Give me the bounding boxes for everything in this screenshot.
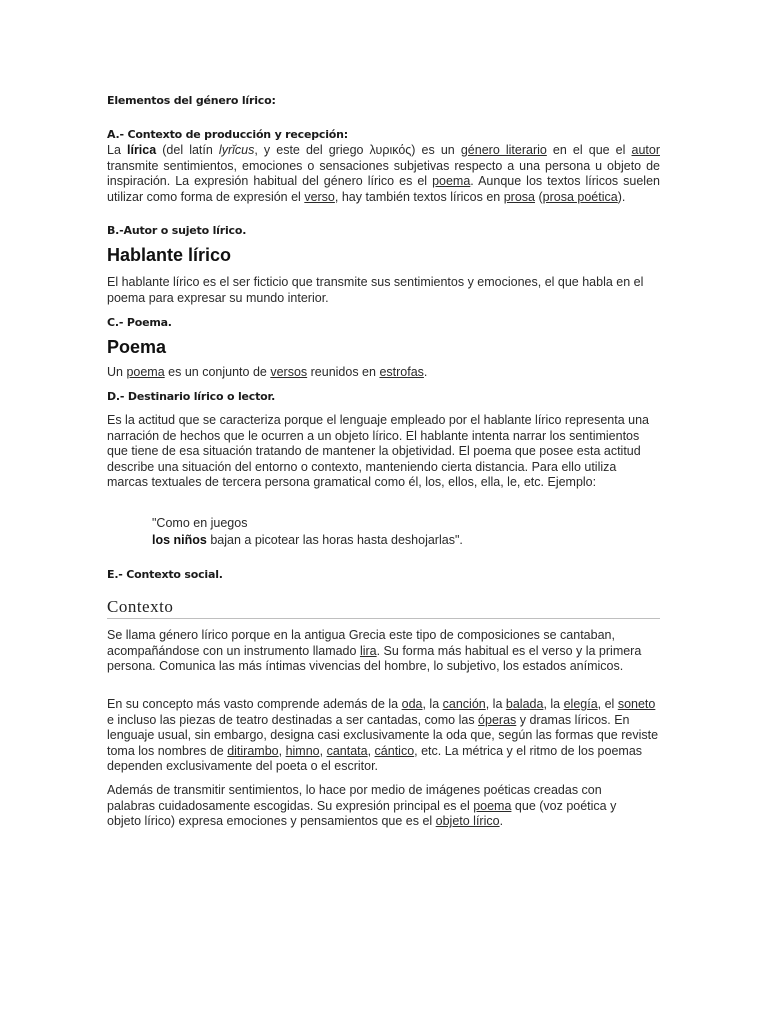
document-title: Elementos del género lírico: xyxy=(107,94,276,107)
link-cantico[interactable]: cántico xyxy=(374,743,415,758)
contexto-title: Contexto xyxy=(107,597,660,619)
section-d-heading: D.- Destinario lírico o lector. xyxy=(107,390,276,403)
section-b-heading: B.-Autor o sujeto lírico. xyxy=(107,224,247,237)
link-verso[interactable]: verso xyxy=(304,189,335,204)
link-cantata[interactable]: cantata xyxy=(326,743,368,758)
bold-term: lírica xyxy=(127,143,157,157)
link-genero-literario[interactable]: género literario xyxy=(460,143,547,157)
link-soneto[interactable]: soneto xyxy=(617,697,656,711)
link-elegia[interactable]: elegía xyxy=(563,697,598,711)
hablante-lirico-title: Hablante lírico xyxy=(107,245,232,265)
quote-line-2: los niños bajan a picotear las horas hasta deshojarlas". xyxy=(152,532,463,547)
section-b-paragraph: El hablante lírico es el ser ficticio que transmite sus sentimientos y emociones, el que habla en el poema para expresar su mundo interior. xyxy=(107,275,644,305)
link-versos[interactable]: versos xyxy=(270,365,308,379)
section-e-paragraph-1: Se llama género lírico porque en la antigua Grecia este tipo de composiciones se cantaban, acompañándose con un instrumento llamado lira. Su forma más habitual es el verso y la primera persona. Comunica las más íntimas vivencias del hombre, lo subjetivo, los estados anímicos. xyxy=(107,628,642,673)
poem-quote xyxy=(152,516,463,548)
link-poema[interactable]: poema xyxy=(473,798,512,813)
link-himno[interactable]: himno xyxy=(285,743,320,758)
link-operas[interactable]: óperas xyxy=(478,712,517,727)
link-cancion[interactable]: canción xyxy=(442,697,486,711)
link-estrofas[interactable]: estrofas xyxy=(379,365,424,379)
section-c-paragraph: Un poema es un conjunto de versos reunidos en estrofas. xyxy=(107,365,428,379)
quote-bold: los niños xyxy=(152,532,207,547)
section-e-paragraph-3: Además de transmitir sentimientos, lo hace por medio de imágenes poéticas creadas con palabras cuidadosamente escogidas. Su expresión principal es el poema que (voz poética y objeto lírico) expresa emociones y pensamientos que es el objeto lírico. xyxy=(107,783,617,828)
section-d-paragraph: Es la actitud que se caracteriza porque el lenguaje empleado por el hablante lírico representa una narración de hechos que le ocurren a un objeto lírico. El hablante intenta narrar los sentimientos que tiene de esa situación tratando de mantener la objetividad. El poema que posee esta actitud describe una situación del entorno o contexto, manteniendo cierta distancia. Para ello utiliza marcas textuales de tercera persona gramatical como él, los, ellos, ella, le, etc. Ejemplo: xyxy=(107,413,650,489)
link-balada[interactable]: balada xyxy=(505,697,544,711)
link-ditirambo[interactable]: ditirambo xyxy=(227,743,279,758)
link-poema[interactable]: poema xyxy=(432,174,471,188)
section-a-paragraph: La lírica (del latín lyrĭcus, y este del griego λυρικός) es un género literario en el que el autor transmite sentimientos, emociones o sensaciones subjetivas respecto a una persona u objeto de inspiración. La expresión habitual del género lírico es el poema. Aunque los textos líricos suelen utilizar como forma de expresión el verso, hay también textos líricos en prosa (prosa poética). xyxy=(107,143,660,204)
link-autor[interactable]: autor xyxy=(631,143,660,157)
link-poema[interactable]: poema xyxy=(126,365,165,379)
section-c-heading: C.- Poema. xyxy=(107,316,172,329)
link-lira[interactable]: lira xyxy=(359,643,377,658)
link-prosa[interactable]: prosa xyxy=(503,189,536,204)
section-e-paragraph-2: En su concepto más vasto comprende además de la oda, la canción, la balada, la elegía, el soneto e incluso las piezas de teatro destinadas a ser cantadas, como las óperas y dramas líricos. En lenguaje usual, sin embargo, designa casi exclusivamente la oda que, según las formas que reviste toma los nombres de ditirambo, himno, cantata, cántico, etc. La métrica y el ritmo de los poemas dependen exclusivamente del poeta o el escritor. xyxy=(107,697,659,773)
link-oda[interactable]: oda xyxy=(401,697,423,711)
section-a-heading: A.- Contexto de producción y recepción: xyxy=(107,128,348,141)
link-prosa-poetica[interactable]: prosa poética xyxy=(542,189,618,204)
italic-term: lyrĭcus xyxy=(218,143,255,157)
quote-line-1: "Como en juegos xyxy=(152,516,248,530)
link-objeto-lirico[interactable]: objeto lírico xyxy=(435,814,500,828)
poema-title: Poema xyxy=(107,337,167,357)
section-e-heading: E.- Contexto social. xyxy=(107,568,223,581)
